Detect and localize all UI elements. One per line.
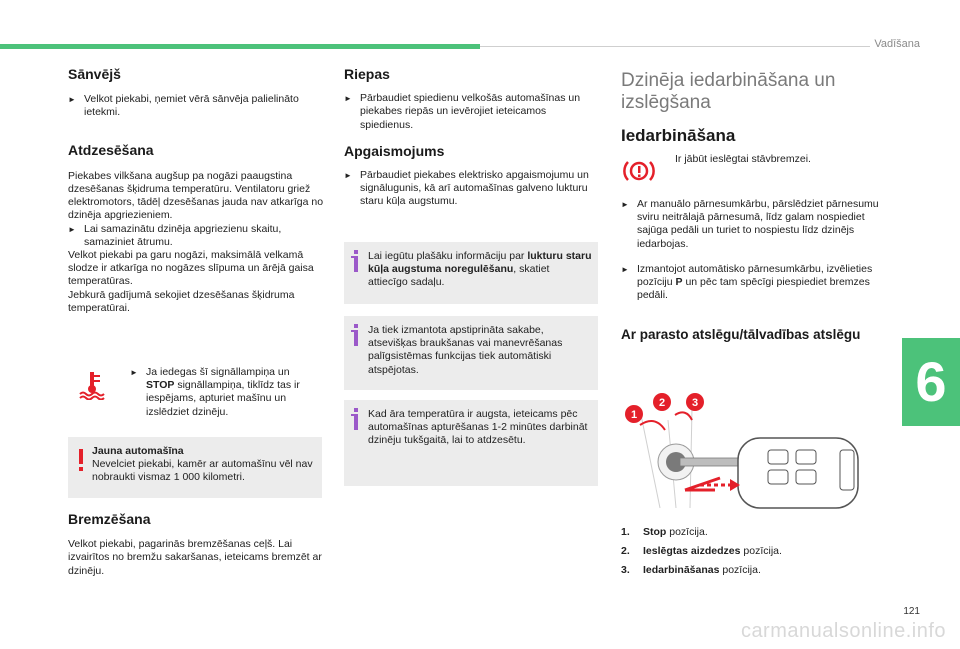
key-ignition-illustration: [620, 390, 870, 520]
bullet-marker: ►: [621, 264, 629, 274]
bullet-item: [344, 169, 600, 209]
heading-apgaismojums: Apgaismojums: [344, 142, 445, 159]
bullet-text: Pārbaudiet piekabes elektrisko apgaismojumu un signālugunis, kā arī automašīnas galveno lukturu staru kūļa augstumu.: [360, 169, 589, 208]
info-box-towbar: [344, 316, 598, 390]
bullet-item: [621, 263, 883, 303]
paragraph: Piekabes vilkšana augšup pa nogāzi paaugstina dzesēšanas šķidruma temperatūru. Ventilatoru griež elektromotors, tādēļ dzesēšanas jauda nav atkarīga no dzinēja apgriezieniem.: [68, 169, 324, 222]
list-item: [621, 526, 881, 539]
list-number: 3.: [621, 564, 630, 577]
list-number: 1.: [621, 526, 630, 538]
list-item: [621, 564, 881, 577]
bullet-item: [68, 223, 324, 249]
info-text: Kad āra temperatūra ir augsta, ieteicams pēc automašīnas apturēšanas 1-2 minūtes darbināt dzinēju tukšgaitā, lai to atdzesētu.: [368, 408, 588, 447]
info-icon: [350, 324, 362, 351]
box-text: Nevelciet piekabi, kamēr ar automašīnu vēl nav nobraukti vismaz 1 000 kilometri.: [92, 458, 313, 484]
bullet-text: Ar manuālo pārnesumkārbu, pārslēdziet pārnesumu sviru neitrālajā pārnesumā, līdz galam nospiediet sajūga pedāli un turiet to nospiestu līdz dzinējs iedarbojas.: [637, 198, 879, 250]
chapter-tab: 6: [902, 338, 960, 426]
heading-iedarbinasana: Iedarbināšana: [621, 126, 736, 145]
coolant-temperature-icon: [78, 370, 106, 405]
bullet-marker: ►: [130, 368, 138, 377]
top-accent-bar: [0, 44, 480, 49]
section-title: Vadīšana: [874, 38, 920, 50]
bullet-text: Izmantojot automātisko pārnesumkārbu, izvēlieties pozīciju P un pēc tam spēcīgi piespiediet bremzes pedāli.: [637, 262, 873, 302]
heading-sanvejs: Sānvējš: [68, 66, 121, 82]
paragraph: Jebkurā gadījumā sekojiet dzesēšanas šķidruma temperatūrai.: [68, 288, 295, 314]
column-3-steps: [621, 198, 883, 342]
key-position-list: [621, 526, 881, 578]
brake-note: Ir jābūt ieslēgtai stāvbremzei.: [675, 153, 811, 165]
bullet-item: [621, 198, 883, 251]
list-text: Iedarbināšanas pozīcija.: [643, 564, 761, 577]
bullet-item: [130, 366, 320, 419]
info-box-temperature: [344, 400, 598, 486]
bullet-text: Ja iedegas šī signāllampiņa un STOP signāllampiņa, tiklīdz tas ir iespējams, apturiet mašīnu un izslēdziet dzinēju.: [146, 366, 300, 418]
list-text: Stop pozīcija.: [643, 526, 708, 538]
bullet-marker: ►: [344, 171, 352, 181]
bullet-text: Lai samazinātu dzinēja apgriezienu skaitu, samaziniet ātrumu.: [84, 222, 282, 248]
watermark: carmanualsonline.info: [740, 620, 946, 642]
exclamation-icon: [78, 449, 84, 476]
column-3: [621, 70, 881, 145]
page-title: Dzinēja iedarbināšana un izslēgšana: [621, 70, 836, 113]
bullet-marker: ►: [621, 200, 629, 209]
badge-1: 1: [630, 409, 638, 421]
column-2: [344, 68, 600, 209]
info-icon: [350, 408, 362, 435]
bullet-item: [344, 92, 600, 132]
info-text: Lai iegūtu plašāku informāciju par lukturu staru kūļa augstuma noregulēšanu, skatiet attiecīgo sadaļu.: [368, 250, 592, 289]
warning-lamp-note: [130, 366, 320, 419]
bullet-marker: ►: [344, 94, 352, 104]
box-title: Jauna automašīna: [92, 445, 184, 457]
bullet-item: [68, 93, 324, 119]
heading-key: Ar parasto atslēgu/tālvadības atslēgu: [621, 327, 861, 343]
list-number: 2.: [621, 545, 630, 558]
info-icon: [350, 250, 362, 277]
bullet-text: Pārbaudiet spiedienu velkošās automašīnas un piekabes riepās un ievērojiet ieteicamos spiedienus.: [360, 92, 581, 131]
heading-riepas: Riepas: [344, 66, 390, 82]
column-1: [68, 68, 324, 315]
paragraph: Velkot piekabi pa garu nogāzi, maksimālā velkamā slodze ir atkarīga no nogāzes slīpuma un ārējā gaisa temperatūras.: [68, 249, 314, 288]
top-rule: [480, 46, 870, 47]
page-number: 121: [903, 606, 920, 617]
bullet-marker: ►: [68, 224, 76, 234]
info-box-headlamp: [344, 242, 598, 304]
heading-atdzesesana: Atdzesēšana: [68, 141, 154, 158]
bullet-marker: ►: [68, 95, 76, 105]
heading-bremzesana: Bremzēšana: [68, 511, 151, 527]
list-item: [621, 545, 881, 558]
new-car-warning-box: [68, 437, 322, 498]
paragraph: Velkot piekabi, pagarinās bremzēšanas ceļš. Lai izvairītos no bremžu sakaršanas, ieteicams bremzēt ar dzinēju.: [68, 538, 322, 577]
bullet-text: Velkot piekabi, ņemiet vērā sānvēja palielināto ietekmi.: [84, 93, 299, 119]
column-1-bottom: [68, 513, 324, 578]
list-text: Ieslēgtas aizdedzes pozīcija.: [643, 545, 782, 558]
badge-2: 2: [658, 397, 666, 409]
info-text: Ja tiek izmantota apstiprināta sakabe, atsevišķas braukšanas vai manevrēšanas palīgsistēmas funkcijas tiek automātiski atspējotas.: [368, 324, 563, 376]
badge-3: 3: [691, 397, 699, 409]
parking-brake-icon: [623, 158, 655, 189]
